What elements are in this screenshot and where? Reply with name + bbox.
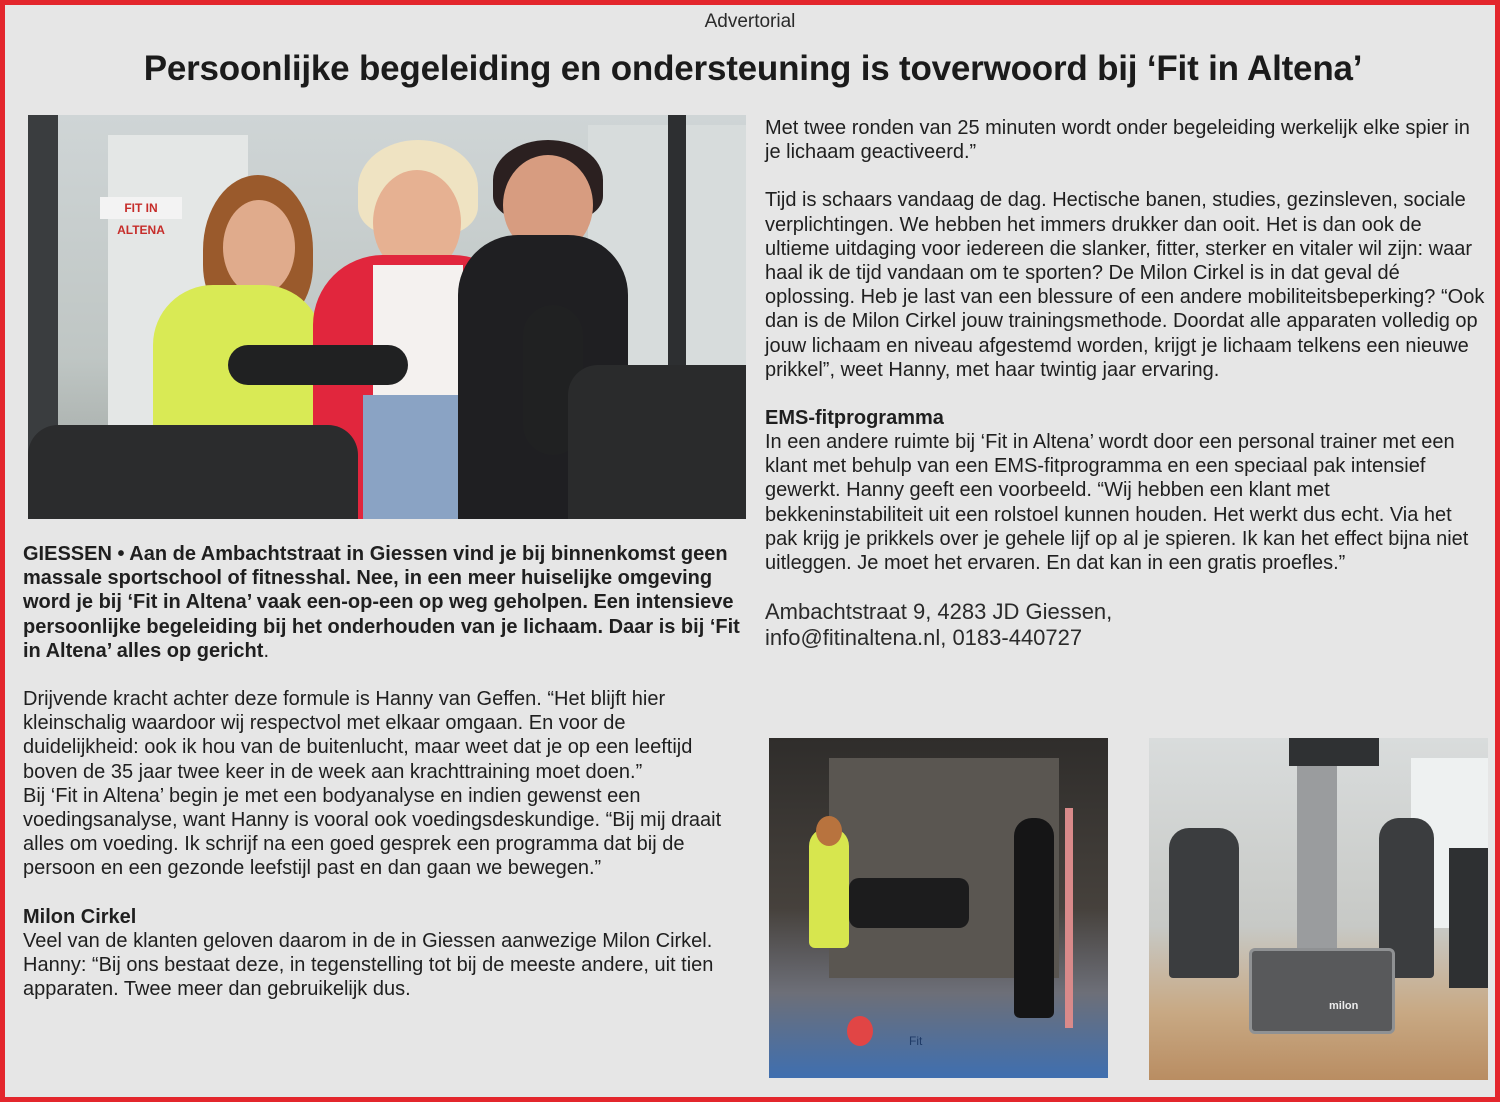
machine-base-right <box>568 365 746 519</box>
floor-logo: Fit <box>909 1034 923 1048</box>
heading-ems: EMS-fitprogramma <box>765 407 944 430</box>
woman-middle-jeans <box>363 395 473 519</box>
paragraph-hanny-intro: Drijvende kracht achter deze formule is Hanny van Geffen. “Het blijft hier kleinschalig waardoor wij respectvol met elkaar omgaan. En voor de duidelijkheid: ook ik hou van de buitenlucht, maar weet dat je op een leeftijd boven de 35 jaar twee keer in de week aan krachttraining moet doen.” <box>23 688 693 783</box>
machine-left <box>1169 828 1239 978</box>
resistance-band <box>1065 808 1073 1028</box>
left-column <box>23 542 745 1001</box>
screen-top <box>1289 738 1379 766</box>
sofa <box>849 878 969 928</box>
client-ems-suit <box>1014 818 1054 1018</box>
address-block <box>765 599 1485 651</box>
pillar <box>1297 766 1337 966</box>
trainer-head <box>816 816 842 846</box>
woman-left-face <box>223 200 295 295</box>
paragraph-ems: In een andere ruimte bij ‘Fit in Altena’ wordt door een personal trainer met een klant met behulp van een EMS-fitprogramma en een speciaal pak intensief gewerkt. Hanny geeft een voorbeeld. “Wij hebben een klant met bekkeninstabiliteit uit een rolstoel kunnen houden. Het werkt dus echt. Via het pak krijg je prikkels over je gehele lijf op al je spieren. Ik kan het effect bijna niet uitleggen. Je moet het ervaren. En dat kan in een gratis proefles.” <box>765 431 1469 575</box>
right-column <box>765 116 1485 651</box>
milon-station <box>1249 948 1395 1034</box>
heading-milon-cirkel: Milon Cirkel <box>23 905 137 928</box>
machine-handle-left <box>228 345 408 385</box>
main-photo <box>28 115 746 519</box>
trainer <box>809 828 849 948</box>
lead-paragraph <box>23 542 745 663</box>
milon-logo: milon <box>1329 1000 1359 1012</box>
paragraph-time-scarce: Tijd is schaars vandaag de dag. Hectische banen, studies, gezinsleven, sociale verplichtingen. We hebben het immers drukker dan ooit. Het is dan ook de ultieme uitdaging voor iedereen die slanker, fitter, sterker en vitaler wil zijn: waar haal ik de tijd vandaan om te sporten? De Milon Cirkel is in dat geval dé oplossing. Heb je last van een blessure of een andere mobiliteitsbeperking? “Ook dan is de Milon Cirkel jouw trainingsmethode. Doordat alle apparaten volledig op jouw lichaam en niveau afgestemd worden, krijgt je lichaam telkens een nieuwe prikkel”, weet Hanny, met haar twintig jaar ervaring. <box>765 189 1485 381</box>
lead-end: . <box>263 639 269 662</box>
ems-training-photo <box>769 738 1108 1078</box>
headline: Persoonlijke begeleiding en ondersteuning is toverwoord bij ‘Fit in Altena’ <box>143 49 1363 88</box>
machine-base-left <box>28 425 358 519</box>
machine-far-right <box>1449 848 1488 988</box>
address-contact[interactable]: info@fitinaltena.nl, 0183-440727 <box>765 625 1083 651</box>
paragraph-bodyanalyse: Bij ‘Fit in Altena’ begin je met een bodyanalyse en indien gewenst een voedingsanalyse, want Hanny is vooral ook voedingsdeskundige. “Bij mij draait alles om voeding. Ik schrijf na een goed gesprek een programma dat bij de persoon en een gezonde leefstijl past en dan gaan we bewegen.” <box>23 784 722 880</box>
milon-machines-photo <box>1149 738 1488 1080</box>
advertorial-label: Advertorial <box>704 11 796 32</box>
address-street: Ambachtstraat 9, 4283 JD Giessen, <box>765 599 1113 625</box>
lead-text: GIESSEN • Aan de Ambachtstraat in Giessen vind je bij binnenkomst geen massale sportschool of fitnesshal. Nee, in een meer huiselijke omgeving word je bij ‘Fit in Altena’ vaak een-op-een op weg geholpen. Een intensieve persoonlijke begeleiding bij het onderhouden van je lichaam. Daar is bij ‘Fit in Altena’ alles op gericht <box>23 543 740 662</box>
paragraph-two-rounds: Met twee ronden van 25 minuten wordt onder begeleiding werkelijk elke spier in je lichaam geactiveerd.” <box>765 117 1470 164</box>
wall-sign: FIT IN ALTENA <box>100 197 182 219</box>
kettlebell <box>847 1016 873 1046</box>
paragraph-milon: Veel van de klanten geloven daarom in de in Giessen aanwezige Milon Cirkel. Hanny: “Bij ons bestaat deze, in tegenstelling tot bij de meeste andere, uit tien apparaten. Twee meer dan gebruikelijk dus. <box>23 929 714 1001</box>
